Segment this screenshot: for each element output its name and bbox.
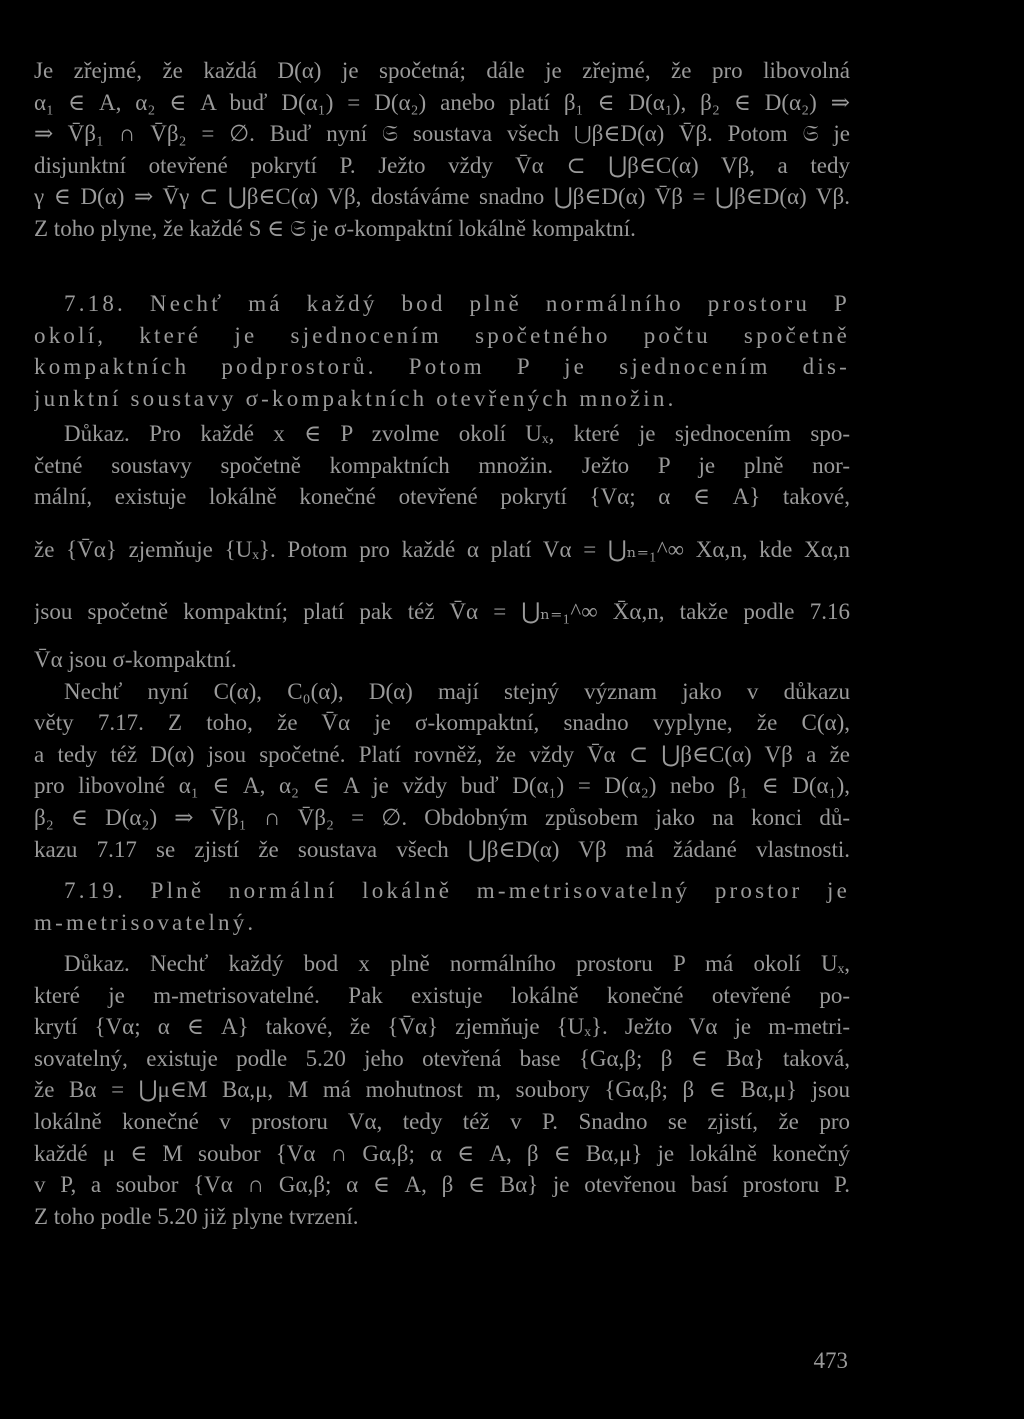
text-line: Z toho plyne, že každé S ∈ 𝔖 je σ-kompaktní lokálně kompaktní. bbox=[34, 215, 636, 241]
theorem-line: 7.18. Nechť má každý bod plně normálního prostoru P bbox=[64, 291, 850, 316]
proof-7-18-end bbox=[34, 644, 850, 865]
text-line: ⇒ V̄β₁ ∩ V̄β₂ = ∅. Buď nyní 𝔖 soustava všech ⋃β∈D(α) V̄β. Potom 𝔖 je bbox=[34, 121, 850, 147]
text-line: V̄α jsou σ-kompaktní. bbox=[34, 647, 237, 672]
theorem-line: kompaktních podprostorů. Potom P je sjednocením dis- bbox=[34, 354, 850, 380]
theorem-7-19 bbox=[34, 875, 850, 938]
text-line: lokálně konečné v prostoru Vα, tedy též v P. Snadno se zjistí, že pro bbox=[34, 1108, 850, 1134]
text-line: pro libovolné α₁ ∈ A, α₂ ∈ A je vždy buď D(α₁) = D(α₂) nebo β₁ ∈ D(α₁), bbox=[34, 773, 850, 799]
text-line: krytí {Vα; α ∈ A} takové, že {V̄α} zjemňuje {Uₓ}. Ježto Vα je m-metri- bbox=[34, 1014, 850, 1040]
text-line: sovatelný, existuje podle 5.20 jeho otevřená base {Gα,β; β ∈ Bα} taková, bbox=[34, 1045, 850, 1071]
text-line: a tedy též D(α) jsou spočetné. Platí rovněž, že vždy V̄α ⊂ ⋃β∈C(α) Vβ a že bbox=[34, 741, 850, 767]
equation-line: že {V̄α} zjemňuje {Uₓ}. Potom pro každé α platí Vα = ⋃ₙ₌₁^∞ Xα,n, kde Xα,n bbox=[34, 537, 850, 562]
text-line: četné soustavy spočetně kompaktních množin. Ježto P je plně nor- bbox=[34, 452, 850, 478]
theorem-line: 7.19. Plně normální lokálně m-metrisovatelný prostor je bbox=[64, 878, 850, 903]
equation-line: jsou spočetně kompaktní; platí pak též V̄α = ⋃ₙ₌₁^∞ X̄α,n, takže podle 7.16 bbox=[34, 599, 850, 624]
proof-7-19 bbox=[34, 948, 850, 1232]
text-line: které je m-metrisovatelné. Pak existuje lokálně konečné otevřené po- bbox=[34, 982, 850, 1008]
text-line: věty 7.17. Z toho, že V̄α je σ-kompaktní, snadno vyplyne, že C(α), bbox=[34, 710, 850, 736]
theorem-line: okolí, které je sjednocením spočetného počtu spočetně bbox=[34, 322, 850, 348]
theorem-line: junktní soustavy σ-kompaktních otevřených množin. bbox=[34, 385, 677, 411]
proof-7-18-start bbox=[34, 418, 850, 513]
text-line: α₁ ∈ A, α₂ ∈ A buď D(α₁) = D(α₂) anebo platí β₁ ∈ D(α₁), β₂ ∈ D(α₂) ⇒ bbox=[34, 89, 850, 115]
text-line: v P, a soubor {Vα ∩ Gα,β; α ∈ A, β ∈ Bα} je otevřenou basí prostoru P. bbox=[34, 1172, 850, 1198]
text-line: disjunktní otevřené pokrytí P. Ježto vždy V̄α ⊂ ⋃β∈C(α) Vβ, a tedy bbox=[34, 152, 850, 178]
text-line: Je zřejmé, že každá D(α) je spočetná; dále je zřejmé, že pro libovolná bbox=[34, 58, 850, 83]
text-line: mální, existuje lokálně konečné otevřené pokrytí {Vα; α ∈ A} takové, bbox=[34, 484, 850, 510]
text-line: kazu 7.17 se zjistí že soustava všech ⋃β∈D(α) Vβ má žádané vlastnosti. bbox=[34, 836, 850, 862]
text-line: Důkaz. Pro každé x ∈ P zvolme okolí Uₓ, které je sjednocením spo- bbox=[64, 421, 850, 446]
text-line: β₂ ∈ D(α₂) ⇒ V̄β₁ ∩ V̄β₂ = ∅. Obdobným způsobem jako na konci dů- bbox=[34, 804, 850, 830]
paragraph-proof-continuation bbox=[34, 55, 850, 245]
text-line: Nechť nyní C(α), C₀(α), D(α) mají stejný význam jako v důkazu bbox=[64, 678, 850, 704]
theorem-line: m-metrisovatelný. bbox=[34, 909, 257, 935]
text-line: Důkaz. Nechť každý bod x plně normálního prostoru P má okolí Uₓ, bbox=[64, 951, 850, 976]
proof-7-18-union-lines bbox=[34, 530, 850, 654]
page-number: 473 bbox=[813, 1348, 848, 1373]
theorem-7-18 bbox=[34, 288, 850, 414]
text-line: že Bα = ⋃μ∈M Bα,μ, M má mohutnost m, soubory {Gα,β; β ∈ Bα,μ} jsou bbox=[34, 1077, 850, 1103]
text-line: γ ∈ D(α) ⇒ V̄γ ⊂ ⋃β∈C(α) Vβ, dostáváme snadno ⋃β∈D(α) V̄β = ⋃β∈D(α) Vβ. bbox=[34, 184, 850, 210]
text-line: každé μ ∈ M soubor {Vα ∩ Gα,β; α ∈ A, β ∈ Bα,μ} je lokálně konečný bbox=[34, 1140, 850, 1166]
text-line: Z toho podle 5.20 již plyne tvrzení. bbox=[34, 1203, 359, 1229]
